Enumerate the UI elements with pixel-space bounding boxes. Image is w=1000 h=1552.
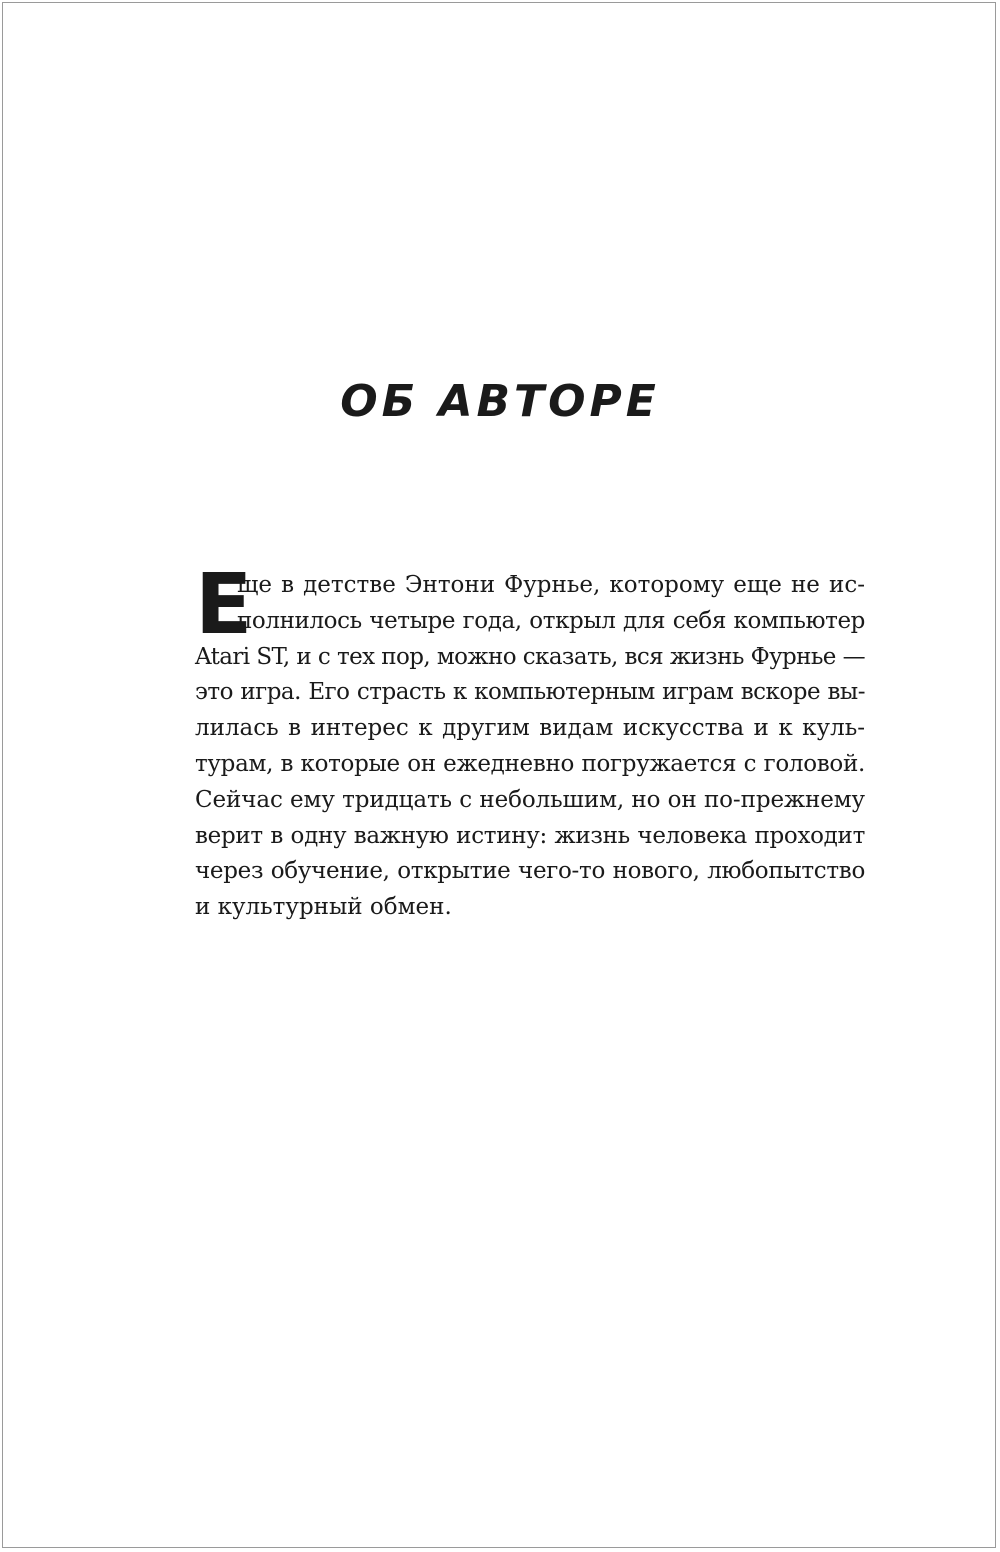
bio-line-10: и культурный обмен. [195, 894, 452, 921]
bio-line-5: лилась в интерес к другим видам искусства и к куль- [195, 715, 865, 742]
drop-cap: Е [195, 555, 253, 653]
bio-line-9: через обучение, открытие чего-то нового, любопытство [195, 858, 865, 885]
chapter-title: ОБ АВТОРЕ [340, 376, 660, 427]
bio-line-8: верит в одну важную истину: жизнь человека проходит [195, 822, 865, 849]
author-bio [195, 555, 865, 926]
bio-line-4: это игра. Его страсть к компьютерным играм вскоре вы- [195, 679, 865, 706]
bio-line-3: Atari ST, и с тех пор, можно сказать, вся жизнь Фурнье — [195, 643, 865, 670]
bio-line-7: Сейчас ему тридцать с небольшим, но он по-прежнему [195, 786, 865, 813]
bio-line-2: полнилось четыре года, открыл для себя компьютер [237, 607, 865, 634]
bio-line-1: ще в детстве Энтони Фурнье, которому еще не ис- [237, 572, 865, 598]
bio-line-6: турам, в которые он ежедневно погружается с головой. [195, 750, 865, 777]
